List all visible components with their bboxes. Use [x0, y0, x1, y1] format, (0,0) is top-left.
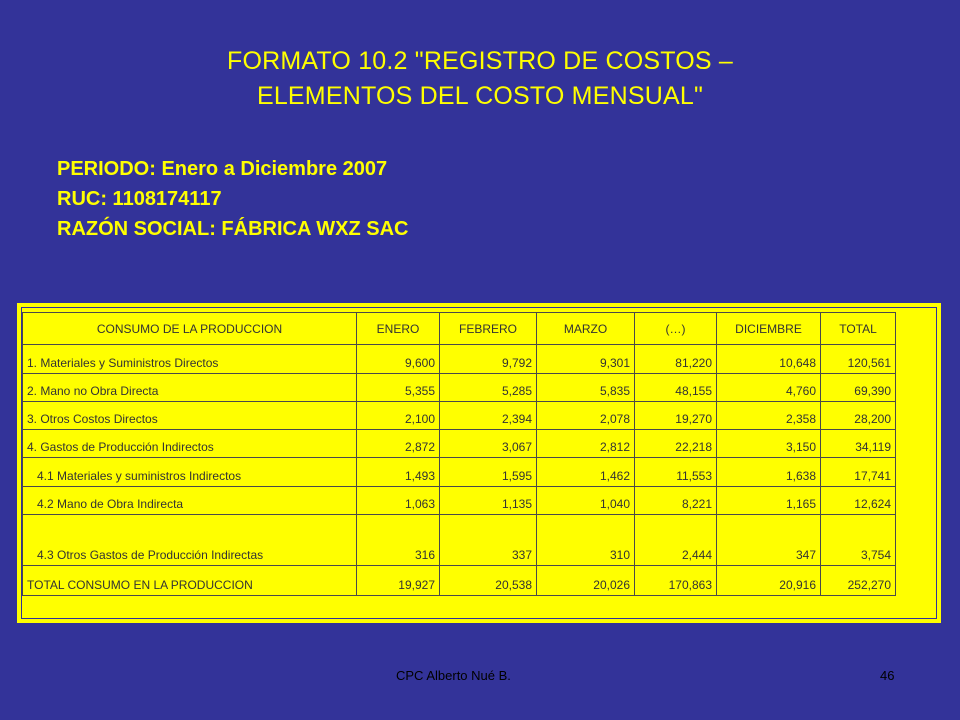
value-cell: 9,792 — [440, 345, 537, 374]
value-cell: 1,493 — [357, 458, 440, 487]
report-meta — [57, 154, 408, 244]
value-cell: 20,916 — [717, 566, 821, 596]
value-cell: 3,067 — [440, 430, 537, 458]
value-cell: 81,220 — [635, 345, 717, 374]
row-label-cell: 2. Mano no Obra Directa — [23, 374, 357, 402]
table-header-row — [23, 313, 896, 345]
table-header-cell: ENERO — [357, 313, 440, 345]
cost-table — [22, 312, 896, 596]
value-cell: 120,561 — [821, 345, 896, 374]
value-cell: 1,063 — [357, 487, 440, 515]
table-row — [23, 374, 896, 402]
value-cell: 2,444 — [635, 515, 717, 566]
title-line-2: ELEMENTOS DEL COSTO MENSUAL" — [256, 82, 704, 110]
value-cell: 1,040 — [537, 487, 635, 515]
value-cell: 1,595 — [440, 458, 537, 487]
value-cell: 9,600 — [357, 345, 440, 374]
value-cell: 34,119 — [821, 430, 896, 458]
value-cell: 5,355 — [357, 374, 440, 402]
value-cell: 337 — [440, 515, 537, 566]
title-line-1: FORMATO 10.2 "REGISTRO DE COSTOS – — [226, 47, 734, 75]
value-cell: 170,863 — [635, 566, 717, 596]
value-cell: 1,135 — [440, 487, 537, 515]
table-row — [23, 402, 896, 430]
value-cell: 252,270 — [821, 566, 896, 596]
table-frame — [17, 303, 941, 623]
value-cell: 20,026 — [537, 566, 635, 596]
value-cell: 2,812 — [537, 430, 635, 458]
row-label-cell: 3. Otros Costos Directos — [23, 402, 357, 430]
ruc-text: RUC: 1108174117 — [57, 188, 222, 210]
value-cell: 19,927 — [357, 566, 440, 596]
row-label-cell: 4. Gastos de Producción Indirectos — [23, 430, 357, 458]
value-cell: 20,538 — [440, 566, 537, 596]
table-row — [23, 566, 896, 596]
table-header-cell: TOTAL — [821, 313, 896, 345]
table-header-cell: (…) — [635, 313, 717, 345]
value-cell: 9,301 — [537, 345, 635, 374]
value-cell: 3,754 — [821, 515, 896, 566]
value-cell: 11,553 — [635, 458, 717, 487]
table-row — [23, 487, 896, 515]
value-cell: 310 — [537, 515, 635, 566]
value-cell: 2,394 — [440, 402, 537, 430]
row-label-cell: 4.3 Otros Gastos de Producción Indirectas — [23, 515, 357, 566]
row-label-cell: 4.2 Mano de Obra Indirecta — [23, 487, 357, 515]
value-cell: 10,648 — [717, 345, 821, 374]
value-cell: 17,741 — [821, 458, 896, 487]
value-cell: 12,624 — [821, 487, 896, 515]
value-cell: 316 — [357, 515, 440, 566]
value-cell: 19,270 — [635, 402, 717, 430]
razon-social-text: RAZÓN SOCIAL: FÁBRICA WXZ SAC — [57, 218, 409, 240]
value-cell: 5,285 — [440, 374, 537, 402]
value-cell: 2,078 — [537, 402, 635, 430]
row-label-cell: 1. Materiales y Suministros Directos — [23, 345, 357, 374]
table-row — [23, 430, 896, 458]
value-cell: 2,872 — [357, 430, 440, 458]
value-cell: 69,390 — [821, 374, 896, 402]
table-header-cell: FEBRERO — [440, 313, 537, 345]
footer-author: CPC Alberto Nué B. — [396, 668, 511, 683]
row-label-cell: 4.1 Materiales y suministros Indirectos — [23, 458, 357, 487]
table-header-cell: DICIEMBRE — [717, 313, 821, 345]
value-cell: 3,150 — [717, 430, 821, 458]
table-row — [23, 458, 896, 487]
value-cell: 48,155 — [635, 374, 717, 402]
value-cell: 1,462 — [537, 458, 635, 487]
value-cell: 22,218 — [635, 430, 717, 458]
value-cell: 8,221 — [635, 487, 717, 515]
value-cell: 2,100 — [357, 402, 440, 430]
value-cell: 5,835 — [537, 374, 635, 402]
table-header-cell: MARZO — [537, 313, 635, 345]
periodo-text: PERIODO: Enero a Diciembre 2007 — [57, 158, 388, 180]
value-cell: 1,165 — [717, 487, 821, 515]
value-cell: 4,760 — [717, 374, 821, 402]
table-row — [23, 515, 896, 566]
row-label-cell: TOTAL CONSUMO EN LA PRODUCCION — [23, 566, 357, 596]
table-header-cell: CONSUMO DE LA PRODUCCION — [23, 313, 357, 345]
value-cell: 28,200 — [821, 402, 896, 430]
value-cell: 2,358 — [717, 402, 821, 430]
page-number: 46 — [880, 668, 895, 683]
value-cell: 347 — [717, 515, 821, 566]
value-cell: 1,638 — [717, 458, 821, 487]
table-row — [23, 345, 896, 374]
slide-title — [0, 44, 960, 114]
